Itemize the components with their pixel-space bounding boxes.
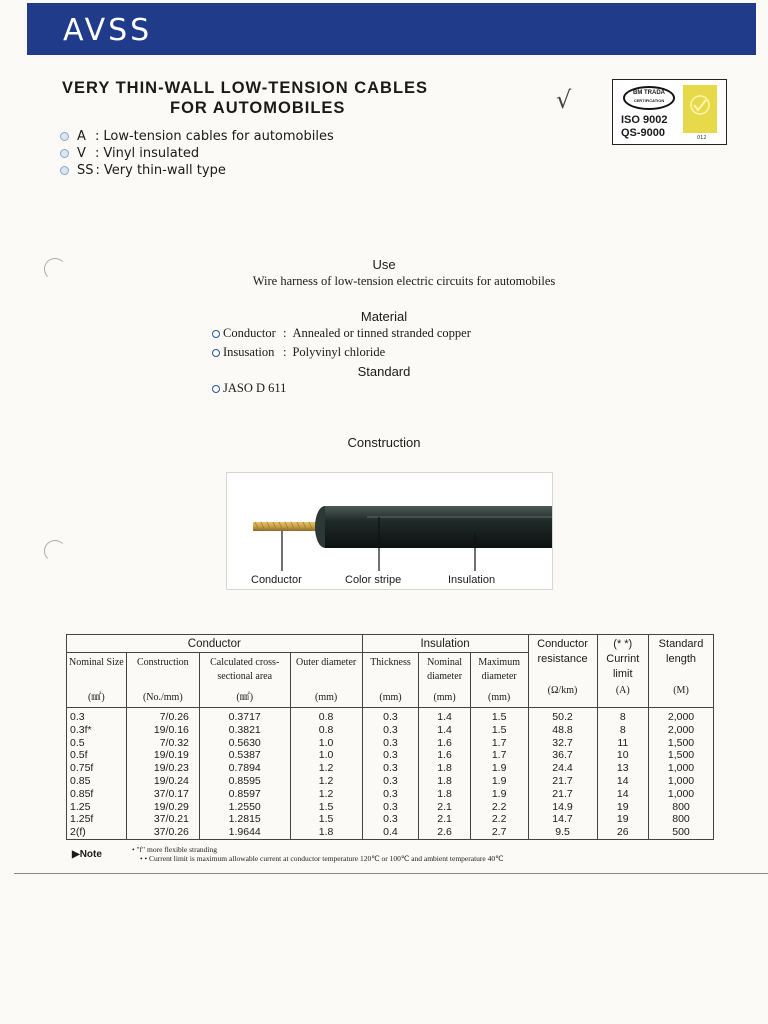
colon: : [95,129,100,144]
length-label: Standard length [658,638,704,665]
certification-badge-icon [683,85,717,141]
cell-construction: 37/0.21 [126,813,199,826]
material-label: Insusation [223,345,275,359]
table-row [67,826,714,839]
thickness-unit: (mm) [379,692,402,703]
cell-maximum-diameter: 1.9 [470,762,528,775]
cell-size: 1.25f [67,813,127,826]
cell-thickness: 0.3 [362,788,419,801]
cell-length: 2,000 [649,708,714,724]
cell-thickness: 0.3 [362,749,419,762]
resistance-unit: (Ω/km) [547,685,578,696]
cell-nominal-diameter: 1.8 [419,762,471,775]
note-label: ▶Note [72,849,102,860]
size-label: Nominal Size [69,657,124,668]
cell-size: 0.5 [67,737,127,750]
construction-diagram [226,472,553,590]
area-label: Calculated cross-sectional area [210,657,280,682]
note-lines [132,845,732,863]
header-size [67,653,127,708]
note-block [72,842,504,863]
cell-size: 2(f) [67,826,127,839]
cell-maximum-diameter: 2.2 [470,813,528,826]
cell-nominal-diameter: 2.1 [419,813,471,826]
cell-current: 19 [597,801,649,814]
material-label: Conductor [223,326,276,340]
colon: : [283,345,287,359]
cell-thickness: 0.3 [362,775,419,788]
cell-nominal-diameter: 1.8 [419,775,471,788]
cell-maximum-diameter: 2.7 [470,826,528,839]
cell-size: 0.3 [67,708,127,724]
material-heading: Material [360,309,408,324]
cell-outer: 1.2 [290,762,362,775]
construction-heading: Construction [347,435,421,450]
cell-nominal-diameter: 1.6 [419,737,471,750]
cell-maximum-diameter: 1.9 [470,788,528,801]
cell-thickness: 0.4 [362,826,419,839]
abbreviation-code: A [77,129,86,144]
table-row [67,813,714,826]
cell-area: 0.5630 [199,737,290,750]
header-thickness [362,653,419,708]
cell-length: 2,000 [649,724,714,737]
cell-size: 0.75f [67,762,127,775]
cell-resistance: 14.9 [528,801,597,814]
cell-nominal-diameter: 2.1 [419,801,471,814]
insulation-jacket [325,506,552,548]
binder-hole-mark [44,540,66,562]
bullet-icon [212,349,220,357]
construction-unit: (No./mm) [142,692,183,703]
cell-length: 800 [649,801,714,814]
cell-resistance: 21.7 [528,788,597,801]
cell-construction: 7/0.26 [126,708,199,724]
cell-resistance: 14.7 [528,813,597,826]
cell-size: 0.85f [67,788,127,801]
iso-text [621,114,667,140]
use-text: Wire harness of low-tension electric circuits for automobiles [252,274,556,288]
standard-heading: Standard [357,364,411,379]
page-title [62,78,482,118]
cell-outer: 1.2 [290,775,362,788]
table-row [67,801,714,814]
length-unit: (M) [673,685,689,696]
maximum-diameter-unit: (mm) [488,692,511,703]
header-outer [290,653,362,708]
cell-nominal-diameter: 1.8 [419,788,471,801]
standard-value: JASO D 611 [223,381,287,395]
material-item-conductor [212,326,471,341]
material-item-insulation [212,345,385,360]
trada-logo [623,86,675,110]
cell-area: 1.2815 [199,813,290,826]
cell-size: 0.3f* [67,724,127,737]
bullet-icon [212,385,220,393]
cell-construction: 7/0.32 [126,737,199,750]
cell-length: 800 [649,813,714,826]
cell-outer: 1.5 [290,801,362,814]
nominal-diameter-unit: (mm) [433,692,456,703]
cell-current: 13 [597,762,649,775]
table-body [67,708,714,840]
conductor-wire [253,522,325,531]
cell-resistance: 24.4 [528,762,597,775]
cell-outer: 1.5 [290,813,362,826]
cell-maximum-diameter: 1.5 [470,708,528,724]
table-row [67,724,714,737]
header-area [199,653,290,708]
cell-thickness: 0.3 [362,813,419,826]
abbreviation-code: SS [77,163,94,178]
area-unit: (㎟) [236,692,254,703]
certification-box [612,79,727,145]
cell-current: 8 [597,708,649,724]
header-nominal-diameter [419,653,471,708]
abbreviation-item [60,162,334,179]
nominal-diameter-label: Nominal diameter [427,657,463,682]
cell-thickness: 0.3 [362,737,419,750]
abbreviation-code: V [77,146,86,161]
label-conductor: Conductor [251,574,302,586]
cell-outer: 1.0 [290,737,362,750]
cell-area: 0.3821 [199,724,290,737]
table-row [67,749,714,762]
cell-outer: 0.8 [290,724,362,737]
bullet-icon [212,330,220,338]
note-line: • • Current limit is maximum allowable current at conductor temperature 120℃ or 100℃ and ambient temperature 40℃ [140,854,504,863]
cell-area: 0.3717 [199,708,290,724]
maximum-diameter-label: Maximum diameter [478,657,520,682]
current-unit: (A) [615,685,630,696]
cell-area: 0.5387 [199,749,290,762]
cell-thickness: 0.3 [362,724,419,737]
cell-area: 0.8597 [199,788,290,801]
cell-nominal-diameter: 1.6 [419,749,471,762]
table-row [67,762,714,775]
cell-size: 0.85 [67,775,127,788]
table-row [67,788,714,801]
cell-length: 1,500 [649,737,714,750]
current-label: (* *) Currint limit [606,638,640,680]
header-title: AVSS [63,13,153,48]
header-length [649,635,714,708]
header-maximum-diameter [470,653,528,708]
badge-code: 012 [697,135,707,141]
cell-size: 1.25 [67,801,127,814]
cell-construction: 37/0.17 [126,788,199,801]
cell-outer: 1.2 [290,788,362,801]
cell-area: 0.8595 [199,775,290,788]
outer-unit: (mm) [314,692,338,703]
cell-length: 500 [649,826,714,839]
cell-resistance: 21.7 [528,775,597,788]
cell-resistance: 32.7 [528,737,597,750]
group-insulation: Insulation [362,635,528,653]
check-mark: √ [556,86,572,114]
table-row [67,737,714,750]
cell-nominal-diameter: 2.6 [419,826,471,839]
material-value: Polyvinyl chloride [292,345,386,359]
title-line-2: FOR AUTOMOBILES [170,99,346,117]
abbreviation-list [60,128,334,179]
cell-resistance: 50.2 [528,708,597,724]
cell-maximum-diameter: 1.5 [470,724,528,737]
cell-resistance: 48.8 [528,724,597,737]
title-line-1: VERY THIN-WALL LOW-TENSION CABLES [62,79,429,97]
table-row [67,708,714,724]
use-heading: Use [372,257,396,272]
group-conductor: Conductor [67,635,363,653]
cell-resistance: 36.7 [528,749,597,762]
header-current [597,635,649,708]
cell-current: 26 [597,826,649,839]
outer-label: Outer diameter [295,657,357,668]
note-line: • "f" more flexible stranding [132,845,217,854]
cell-length: 1,500 [649,749,714,762]
construction-label: Construction [136,657,189,668]
cell-area: 1.9644 [199,826,290,839]
cell-current: 14 [597,788,649,801]
specification-table [66,634,714,840]
cell-construction: 37/0.26 [126,826,199,839]
cell-outer: 0.8 [290,708,362,724]
material-value: Annealed or tinned stranded copper [292,326,471,340]
cell-current: 10 [597,749,649,762]
colon: : [95,146,100,161]
label-color-stripe: Color stripe [345,574,402,586]
logo-subtext: CERTIFICATION [633,98,665,103]
label-insulation: Insulation [448,574,496,586]
cell-nominal-diameter: 1.4 [419,708,471,724]
abbreviation-text: Very thin-wall type [103,163,226,178]
page-bottom-rule [14,873,768,874]
logo-text: BM TRADA [633,90,665,96]
cell-nominal-diameter: 1.4 [419,724,471,737]
bullet-icon [60,149,69,158]
qs-standard: QS-9000 [621,127,666,139]
cell-area: 1.2550 [199,801,290,814]
cell-construction: 19/0.16 [126,724,199,737]
cell-current: 11 [597,737,649,750]
header-bar [27,3,756,55]
cell-thickness: 0.3 [362,708,419,724]
cell-current: 19 [597,813,649,826]
colon: : [283,326,287,340]
cell-thickness: 0.3 [362,762,419,775]
cell-construction: 19/0.23 [126,762,199,775]
cell-current: 14 [597,775,649,788]
size-unit: (㎟) [88,692,105,703]
cell-maximum-diameter: 2.2 [470,801,528,814]
table-row [67,775,714,788]
cell-maximum-diameter: 1.7 [470,737,528,750]
bullet-icon [60,166,69,175]
cell-maximum-diameter: 1.9 [470,775,528,788]
header-resistance [528,635,597,708]
cable-illustration [227,473,552,573]
abbreviation-item [60,145,334,162]
cell-construction: 19/0.29 [126,801,199,814]
cell-length: 1,000 [649,775,714,788]
cell-thickness: 0.3 [362,801,419,814]
bullet-icon [60,132,69,141]
abbreviation-text: Low-tension cables for automobiles [103,129,334,144]
thickness-label: Thickness [370,657,411,668]
cell-outer: 1.8 [290,826,362,839]
cell-construction: 19/0.24 [126,775,199,788]
iso-standard: ISO 9002 [621,114,668,126]
cell-length: 1,000 [649,762,714,775]
cell-size: 0.5f [67,749,127,762]
abbreviation-item [60,128,334,145]
cell-length: 1,000 [649,788,714,801]
cell-resistance: 9.5 [528,826,597,839]
header-construction [126,653,199,708]
cell-construction: 19/0.19 [126,749,199,762]
cell-area: 0.7894 [199,762,290,775]
standard-item [212,381,286,396]
colon: : [95,163,100,178]
cell-current: 8 [597,724,649,737]
abbreviation-text: Vinyl insulated [103,146,200,161]
resistance-label: Conductor resistance [537,638,588,665]
cell-maximum-diameter: 1.7 [470,749,528,762]
cell-outer: 1.0 [290,749,362,762]
